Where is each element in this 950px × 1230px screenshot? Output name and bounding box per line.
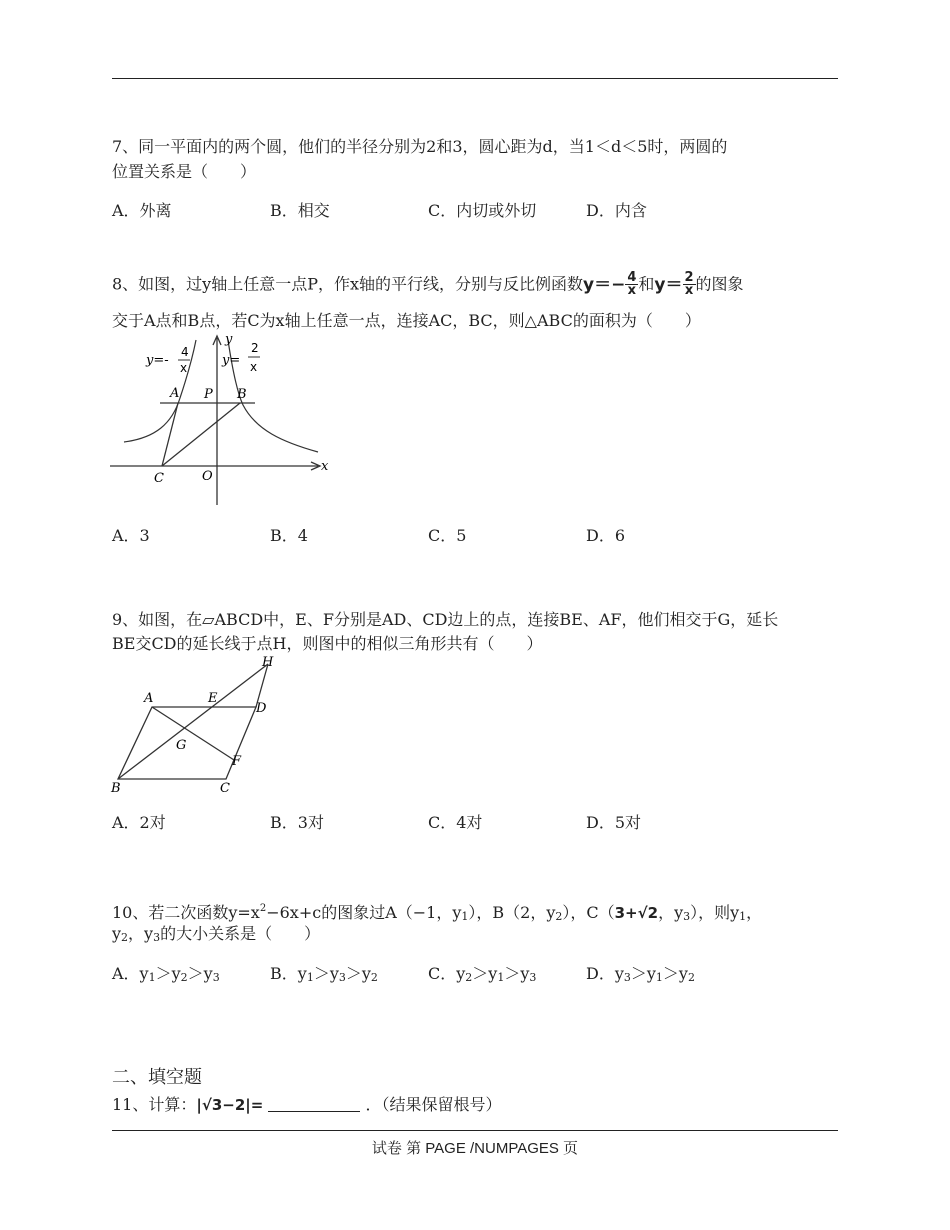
q10-sub-1: 1 (461, 910, 469, 923)
q9-line2: BE交CD的延长线于点H，则图中的相似三角形共有（ ） (112, 634, 543, 653)
q11-suffix: ．（结果保留根号） (365, 1095, 502, 1114)
q7-option-a: A．外离 (112, 201, 172, 220)
q8-option-b: B．4 (270, 526, 308, 545)
q9-label-c: C (220, 781, 230, 796)
q8-label-o: O (202, 469, 213, 484)
q10-l2-sub-2: 3 (153, 931, 161, 944)
q10-c-p: C．y (428, 964, 466, 983)
q10-d-m1: ＞y (630, 964, 656, 983)
q8-line1 (112, 272, 744, 297)
q9-option-a: A．2对 (112, 813, 166, 832)
page-footer: 试卷 第 PAGE /NUMPAGES 页 (371, 1140, 579, 1157)
q10-text-7: ， (746, 903, 763, 922)
q9-line-af (152, 707, 234, 760)
q10-b-s3: 2 (370, 971, 378, 984)
q10-sup-2: 2 (259, 903, 267, 914)
q8-segment-ac (162, 403, 178, 466)
q10-c-m1: ＞y (472, 964, 498, 983)
q8-f1-prefix: y＝− (583, 274, 626, 295)
q10-c-s3: 3 (529, 971, 537, 984)
q8-option-c: C．5 (428, 526, 467, 545)
q9-label-b: B (111, 781, 121, 796)
q8-and: 和 (638, 274, 655, 294)
q10-root-expr: 3+√2 (614, 904, 659, 922)
q10-c-m2: ＞y (504, 964, 530, 983)
q10-text-2: −6x+c的图象过A（−1，y (266, 903, 462, 922)
q8-label-x: x (321, 459, 329, 474)
q10-text-6: ），则y (690, 903, 740, 922)
q10-d-p: D．y (586, 964, 624, 983)
q10-d-s3: 2 (687, 971, 695, 984)
q10-b-m2: ＞y (345, 964, 371, 983)
q10-l2-sub-1: 2 (121, 931, 129, 944)
q7-option-c: C．内切或外切 (428, 201, 537, 220)
q10-c-s2: 1 (497, 971, 505, 984)
q7-option-d: D．内含 (586, 201, 647, 220)
q8-option-d: D．6 (586, 526, 626, 545)
q10-option-b (270, 962, 378, 990)
q8-option-a: A．3 (112, 526, 150, 545)
q8-label-p: P (204, 387, 213, 402)
header-rule (112, 78, 838, 79)
q9-line-bh (118, 664, 268, 779)
q8-label-y: y (225, 332, 233, 347)
q9-option-b: B．3对 (270, 813, 324, 832)
q8-f1-num: 4 (627, 270, 637, 285)
q8-f1-fraction (625, 272, 638, 297)
q11-answer-blank[interactable] (268, 1093, 360, 1112)
q9-label-f: F (232, 754, 242, 769)
q10-a-s2: 2 (180, 971, 188, 984)
q9-option-d: D．5对 (586, 813, 642, 832)
q10-a-s1: 1 (148, 971, 156, 984)
q8-label-f1-num: 4 (181, 345, 189, 359)
q10-a-m1: ＞y (155, 964, 181, 983)
q9-line1: 9、如图，在▱ABCD中，E、F分别是AD、CD边上的点，连接BE、AF，他们相交于G，延长 (112, 610, 779, 629)
q9-label-g: G (176, 738, 187, 753)
q8-label-f1-den: x (180, 361, 188, 375)
q10-sub-3: 3 (683, 910, 691, 923)
q10-text-1: 10、若二次函数y=x (112, 903, 260, 922)
q10-b-p: B．y (270, 964, 307, 983)
q10-a-p: A．y (112, 964, 149, 983)
q10-d-m2: ＞y (662, 964, 688, 983)
q8-label-f2-den: x (250, 360, 258, 374)
q8-line2: 交于A点和B点，若C为x轴上任意一点，连接AC，BC，则△ABC的面积为（ ） (112, 311, 701, 330)
q10-b-m1: ＞y (313, 964, 339, 983)
section-2-title: 二、填空题 (112, 1067, 202, 1088)
q8-f2-prefix: y＝ (654, 274, 683, 295)
q8-f2-num: 2 (684, 270, 694, 285)
q9-label-e: E (208, 691, 218, 706)
q10-sub-2: 2 (555, 910, 563, 923)
q8-label-c: C (154, 471, 164, 486)
q9-option-c: C．4对 (428, 813, 483, 832)
q11-expression: |√3−2|= (196, 1096, 264, 1114)
q10-line2 (112, 922, 320, 950)
q7-line1: 7、同一平面内的两个圆，他们的半径分别为2和3，圆心距为d，当1＜d＜5时，两圆的 (112, 137, 728, 156)
q8-line1-text: 8、如图，过y轴上任意一点P，作x轴的平行线，分别与反比例函数 (112, 274, 584, 294)
q8-label-f2-num: 2 (251, 341, 259, 355)
q10-option-d (586, 962, 695, 990)
q10-text-3: ），B（2，y (468, 903, 556, 922)
q8-figure (110, 330, 330, 510)
q10-option-c (428, 962, 536, 990)
q10-text-5: ，y (658, 903, 684, 922)
q8-line1-tail: 的图象 (695, 274, 744, 294)
q10-d-s2: 1 (655, 971, 663, 984)
q10-option-a (112, 962, 220, 990)
q7-line2: 位置关系是（ ） (112, 162, 257, 181)
q10-b-s1: 1 (306, 971, 314, 984)
q10-text-4: ），C（ (562, 903, 615, 922)
q10-b-s2: 3 (338, 971, 346, 984)
q8-label-f2-prefix: y= (222, 353, 241, 368)
q10-d-s1: 3 (623, 971, 631, 984)
q7-option-b: B．相交 (270, 201, 330, 220)
q10-l2-text-3: 的大小关系是（ ） (160, 924, 321, 943)
q8-f2-den: x (684, 283, 694, 298)
q9-label-d: D (256, 701, 267, 716)
footer-rule (112, 1130, 838, 1131)
q8-label-f1-prefix: y=- (146, 353, 169, 368)
q8-formula-1 (583, 270, 638, 298)
q10-l2-text-2: ，y (128, 924, 154, 943)
q11-prefix: 11、计算： (112, 1095, 197, 1114)
q10-a-m2: ＞y (187, 964, 213, 983)
q11-line (112, 1093, 502, 1117)
q9-label-a: A (144, 691, 154, 706)
q8-formula-2 (654, 270, 695, 298)
q9-figure (108, 652, 288, 797)
q10-a-s3: 3 (212, 971, 220, 984)
q8-f1-den: x (627, 283, 637, 298)
q10-c-s1: 2 (465, 971, 473, 984)
q8-label-b: B (237, 387, 247, 402)
q8-label-a: A (170, 386, 180, 401)
q9-label-h: H (262, 655, 274, 670)
q10-l2-text-1: y (112, 924, 122, 943)
q10-sub-4: 1 (739, 910, 747, 923)
q8-f2-fraction (683, 272, 696, 297)
